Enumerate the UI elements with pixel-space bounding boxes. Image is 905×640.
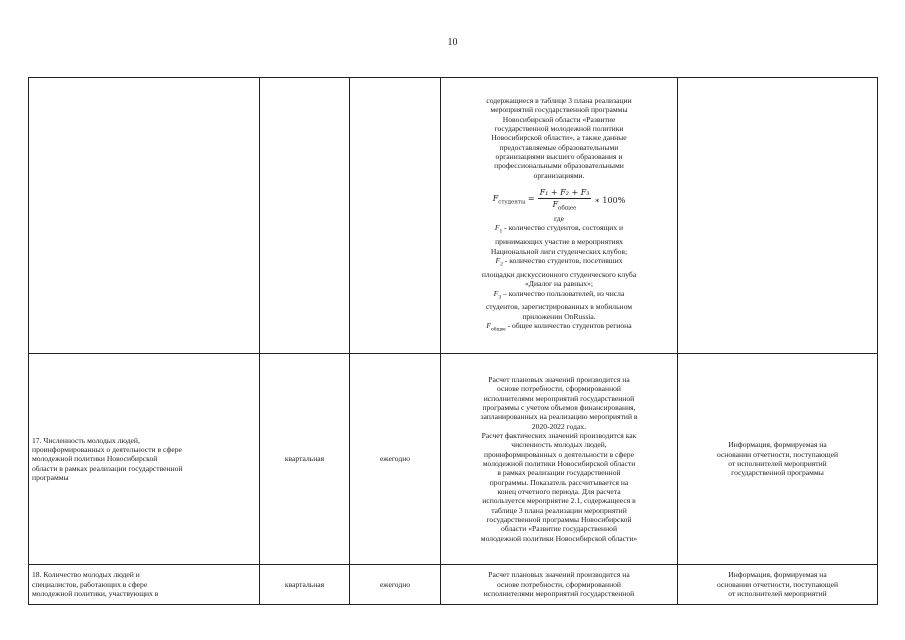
cell-periodicity: квартальная	[260, 565, 350, 605]
name-line: молодежной политики, участвующих в	[32, 589, 159, 599]
method-line: исполнителями мероприятий государственной	[483, 589, 635, 599]
formula-denominator-sub: общее	[558, 205, 577, 212]
cell-indicator-name	[29, 78, 260, 354]
method-line: таблице 3 плана реализации мероприятий	[491, 505, 627, 515]
cell-indicator-name	[29, 565, 260, 605]
definition-f2: $F_2$ - количество студентов, посетивших	[495, 256, 623, 268]
method-line: государственной программы Новосибирской	[486, 515, 632, 525]
cell-periodicity	[260, 78, 350, 354]
definition-f3: $F_3$ – количество пользователей, из числа	[493, 288, 625, 301]
name-line: проинформированных о деятельности в сфере	[32, 444, 182, 454]
formula-lhs-var: F	[492, 194, 499, 204]
name-line: молодежной политики Новосибирской	[32, 454, 158, 464]
method-line: Расчет плановых значений производится на	[488, 374, 630, 384]
cell-calculation-method	[441, 565, 678, 605]
cell-calculation-method	[441, 354, 678, 565]
method-line: государственной молодежной политики	[494, 124, 624, 134]
definition-line: площадки дискуссионного студенческого клуба	[481, 269, 637, 279]
method-line: программы. Показатель рассчитывается на	[489, 477, 629, 487]
method-line: Расчет фактических значений производится как	[481, 430, 637, 440]
cell-calculation-method	[441, 78, 678, 354]
cell-indicator-name	[29, 354, 260, 565]
cell-data-source	[678, 354, 878, 565]
method-line: предоставляемые образовательными	[499, 142, 619, 152]
method-line: основе потребности, сформированной	[497, 384, 621, 394]
definition-f1: $F_1$ - количество студентов, состоящих и	[494, 223, 624, 235]
where-label: где	[554, 214, 564, 224]
method-line: 2020-2022 годах.	[531, 421, 587, 431]
method-line: организациями высшего образования и	[495, 152, 623, 162]
table-row-continued	[29, 78, 878, 354]
formula	[444, 188, 674, 214]
indicators-table	[28, 77, 878, 605]
definition-line: «Диалог на равных»;	[524, 279, 594, 289]
definition-line: принимающих участие в мероприятиях	[495, 237, 623, 247]
source-line: Информация, формируемая на	[728, 440, 827, 450]
table-row-18	[29, 565, 878, 605]
method-line: Новосибирской области «Развитие	[502, 114, 616, 124]
formula-denominator-var: F	[552, 200, 559, 210]
source-line: государственной программы	[731, 468, 824, 478]
cell-data-source	[678, 565, 878, 605]
method-line: основе потребности, сформированной	[497, 579, 621, 589]
definition-line: студентов, зарегистрированных в мобильном	[485, 302, 633, 312]
formula-equals: =	[527, 194, 535, 204]
method-line: молодежной политики Новосибирской области	[482, 459, 636, 468]
source-line: основании отчетности, поступающей	[716, 449, 839, 459]
formula-lhs-sub: студенты	[498, 199, 526, 206]
method-line: Новосибирской области», а также данные	[491, 133, 627, 143]
name-line: 17. Численность молодых людей,	[32, 435, 140, 445]
method-line: исполнителями мероприятий государственной	[483, 393, 635, 403]
method-line: мероприятий государственной программы	[490, 105, 628, 115]
method-line: в рамках реализации государственной	[497, 468, 621, 478]
definition-f-total: $F_{общее}$ - общее количество студентов региона	[486, 321, 632, 333]
method-line: содержащиеся в таблице 3 плана реализации	[486, 96, 632, 106]
method-line: используется мероприятие 2.1, содержащееся в	[482, 496, 636, 506]
method-line: организациями.	[533, 170, 585, 180]
formula-rhs: ∗ 100%	[594, 196, 626, 206]
method-line: профессиональными образовательными	[494, 161, 624, 171]
cell-frequency: ежегодно	[350, 565, 441, 605]
method-line: конец отчетного периода. Для расчета	[497, 487, 621, 497]
name-line: программы	[32, 473, 69, 483]
method-line: Расчет плановых значений производится на	[488, 570, 630, 580]
method-line: численность молодых людей,	[511, 440, 607, 450]
definition-line: Национальной лиги студенческих клубов;	[490, 246, 628, 256]
table-row-17	[29, 354, 878, 565]
name-line: 18. Количество молодых людей и	[32, 570, 140, 580]
method-line: области «Развитие государственной	[500, 524, 618, 534]
source-line: Информация, формируемая на	[728, 570, 827, 580]
method-line: программы с учетом объемов финансирования,	[482, 402, 636, 412]
cell-data-source	[678, 78, 878, 354]
method-line: молодежной политики Новосибирской области»	[480, 533, 638, 543]
cell-periodicity: квартальная	[260, 354, 350, 565]
name-line: специалистов, работающих в сфере	[32, 579, 148, 589]
source-line: основании отчетности, поступающей	[716, 579, 839, 589]
page-number: 10	[447, 37, 458, 48]
source-line: от исполнителей мероприятий	[728, 459, 827, 468]
source-line: от исполнителей мероприятий	[728, 589, 827, 599]
formula-fraction	[538, 188, 592, 214]
definition-line: приложении OnRussia.	[522, 311, 596, 321]
cell-frequency	[350, 78, 441, 354]
formula-numerator: F₁ + F₂ + F₃	[538, 188, 592, 199]
name-line: области в рамках реализации государственной	[32, 463, 183, 473]
method-line: проинформированных о деятельности в сфере	[484, 449, 634, 459]
cell-frequency: ежегодно	[350, 354, 441, 565]
method-line: запланированных на реализацию мероприятий в	[480, 412, 638, 422]
